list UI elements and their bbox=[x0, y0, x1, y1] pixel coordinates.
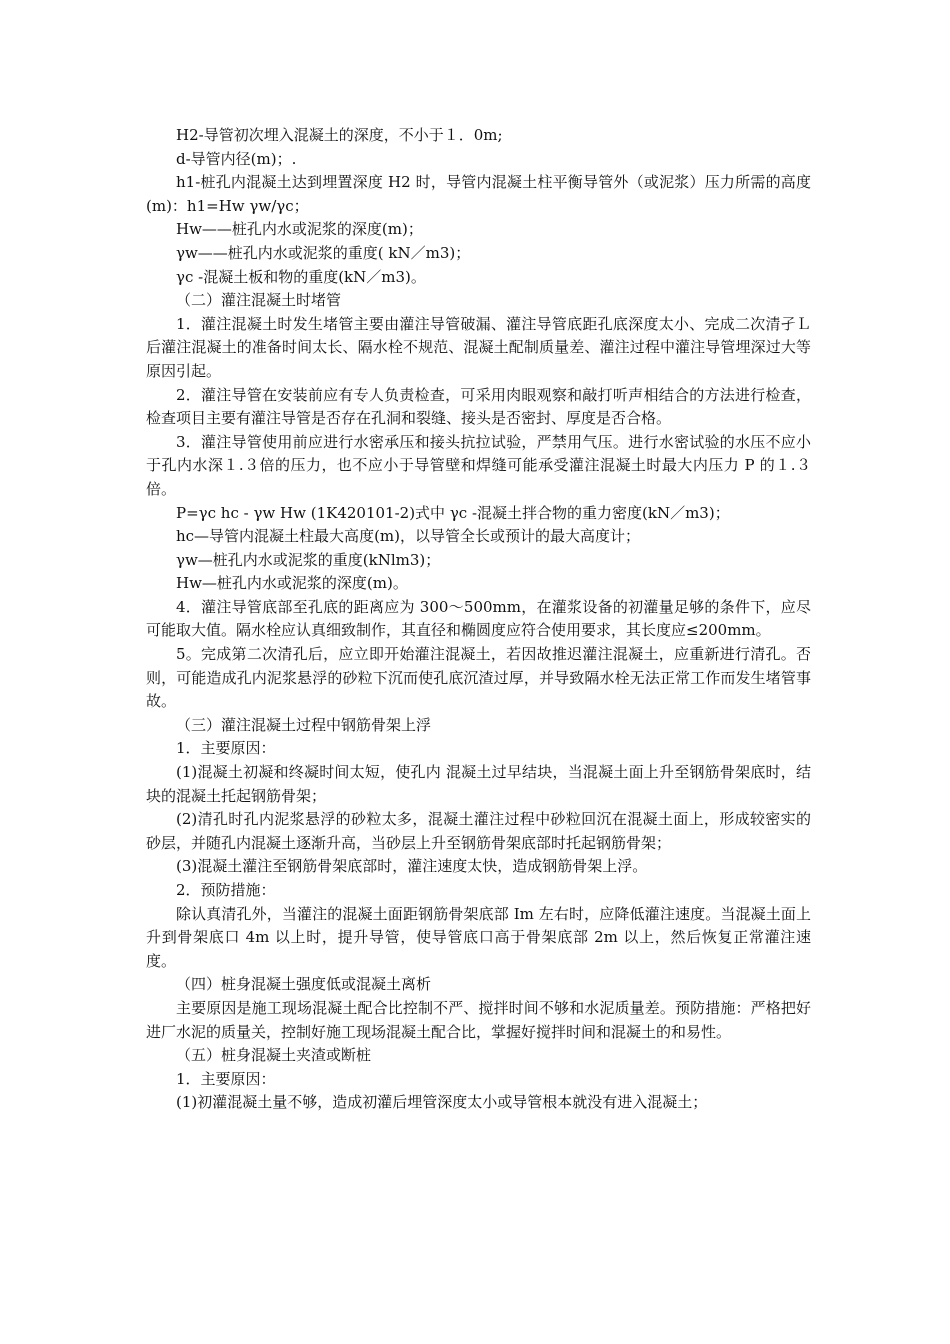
paragraph-gamma-c-definition: γc -混凝土板和物的重度(kN／m3)。 bbox=[176, 267, 426, 286]
paragraph-cause-2: (2)清孔时孔内泥浆悬浮的砂粒太多，混凝土灌注过程中砂粒回沉在混凝土面上，形成较密实的砂层，并随孔内混凝土逐渐升高，当砂层上升至钢筋骨架底部时托起钢筋骨架； bbox=[146, 810, 811, 852]
paragraph-item-1: 1．灌注混凝土时发生堵管主要由灌注导管破漏、灌注导管底距孔底深度太小、完成二次清孑Ｌ后灌注混凝土的准备时间太长、隔水栓不规范、混凝土配制质量差、灌注过程中灌注导管埋深过大等原因引起。 bbox=[146, 314, 811, 380]
paragraph-main-causes-2: 1．主要原因： bbox=[176, 1069, 276, 1088]
paragraph-item-5: 5。完成第二次清孔后，应立即开始灌注混凝土，若因故推迟灌注混凝土，应重新进行清孔。否则，可能造成孔内泥浆悬浮的砂粒下沉而使孔底沉渣过厚，并导致隔水栓无法正常工作而发生堵管事故。 bbox=[146, 645, 811, 711]
section-heading-2: （二）灌注混凝土时堵管 bbox=[176, 291, 342, 310]
paragraph-hw-definition: Hw——桩孔内水或泥浆的深度(m)； bbox=[176, 220, 423, 239]
paragraph-hw-definition-2: Hw—桩孔内水或泥浆的深度(m)。 bbox=[176, 574, 408, 593]
paragraph-prevention-text: 除认真清孔外，当灌注的混凝土面距钢筋骨架底部 Im 左右时，应降低灌注速度。当混凝土面上升到骨架底口 4m 以上时，提升导管，使导管底口高于骨架底部 2m 以上，然后恢复正常灌注速度。 bbox=[146, 904, 811, 970]
paragraph-main-causes: 1．主要原因： bbox=[176, 739, 276, 758]
paragraph-gamma-w-definition: γw——桩孔内水或泥浆的重度( kN／m3)； bbox=[176, 243, 471, 262]
paragraph-formula: P=γc hc - γw Hw (1K420101-2)式中 γc -混凝土拌合物的重力密度(kN／m3)； bbox=[176, 503, 730, 522]
section-heading-4: （四）桩身混凝土强度低或混凝土离析 bbox=[176, 975, 432, 994]
paragraph-section-4-text: 主要原因是施工现场混凝土配合比控制不严、搅拌时间不够和水泥质量差。预防措施：严格把好进厂水泥的质量关，控制好施工现场混凝土配合比，掌握好搅拌时间和混凝土的和易性。 bbox=[146, 998, 811, 1041]
section-heading-5: （五）桩身混凝土夹渣或断桩 bbox=[176, 1046, 372, 1065]
paragraph-cause-1: (1)混凝土初凝和终凝时间太短，使孔内 混凝土过早结块，当混凝土面上升至钢筋骨架底时，结块的混凝土托起钢筋骨架； bbox=[146, 763, 811, 805]
paragraph-item-3: 3．灌注导管使用前应进行水密承压和接头抗拉试验，严禁用气压。进行水密试验的水压不应小于孔内水深１.３倍的压力，也不应小于导管壁和焊缝可能承受灌注混凝土时最大内压力 P 的１.３倍。 bbox=[146, 432, 811, 498]
paragraph-cause-1-section-5: (1)初灌混凝土量不够，造成初灌后埋管深度太小或导管根本就没有进入混凝土； bbox=[176, 1093, 708, 1112]
paragraph-gamma-w-definition-2: γw—桩孔内水或泥浆的重度(kNlm3)； bbox=[176, 550, 441, 569]
paragraph-cause-3: (3)混凝土灌注至钢筋骨架底部时，灌注速度太快，造成钢筋骨架上浮。 bbox=[176, 857, 648, 876]
paragraph-hc-definition: hc—导管内混凝土柱最大高度(m)，以导管全长或预计的最大高度计； bbox=[176, 527, 640, 546]
paragraph-d-definition: d-导管内径(m)；. bbox=[176, 149, 297, 168]
section-heading-3: （三）灌注混凝土过程中钢筋骨架上浮 bbox=[176, 715, 432, 734]
paragraph-prevention-heading: 2．预防措施： bbox=[176, 881, 276, 899]
paragraph-item-4: 4．灌注导管底部至孔底的距离应为 300～500mm，在灌浆设备的初灌量足够的条件下，应尽可能取大值。隔水栓应认真细致制作，其直径和椭圆度应符合使用要求，其长度应≤200mm。 bbox=[146, 597, 811, 640]
paragraph-h1-definition: h1-桩孔内混凝土达到埋置深度 H2 时，导管内混凝土柱平衡导管外（或泥浆）压力所需的高度(m)：h1=Hw γw/γc； bbox=[146, 173, 811, 215]
document-page bbox=[146, 124, 811, 1115]
paragraph-h2-definition: H2-导管初次埋入混凝土的深度，不小于１．0m; bbox=[176, 126, 503, 144]
paragraph-item-2: 2．灌注导管在安装前应有专人负责检查，可采用肉眼观察和敲打听声相结合的方法进行检查，检查项目主要有灌注导管是否存在孔洞和裂缝、接头是否密封、厚度是否合格。 bbox=[146, 385, 811, 428]
